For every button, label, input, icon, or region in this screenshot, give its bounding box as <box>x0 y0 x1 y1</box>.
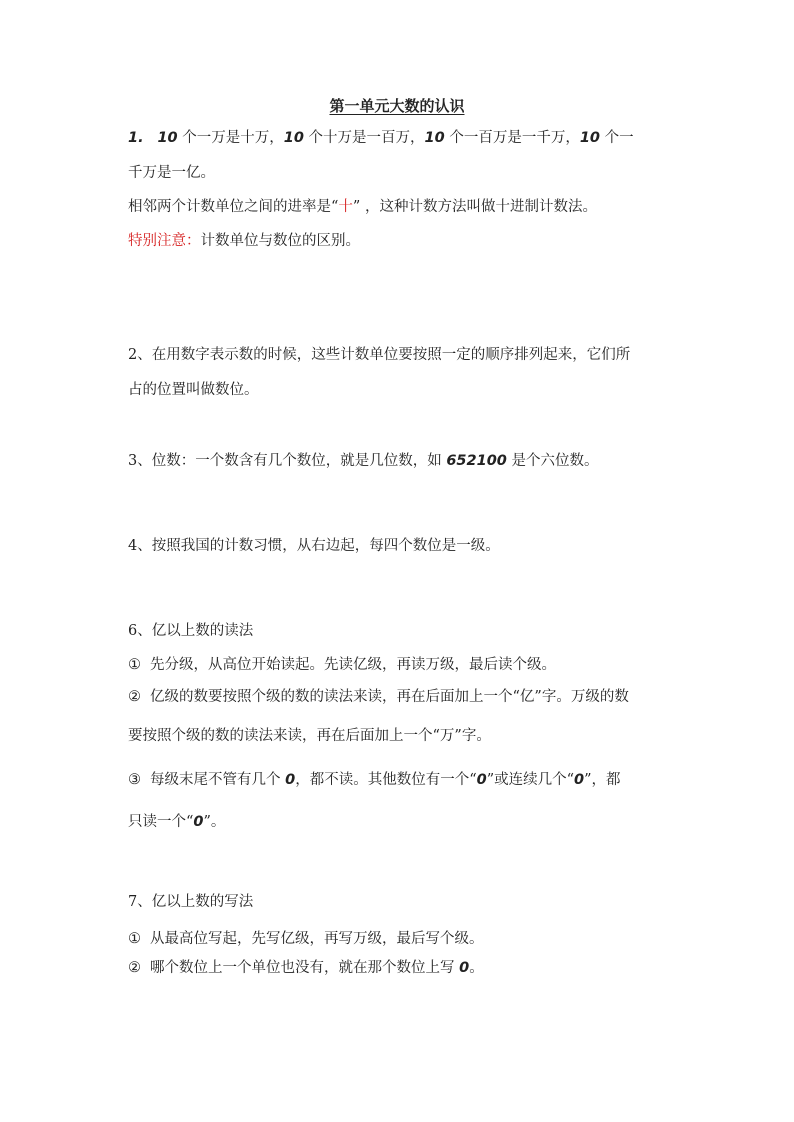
page-title-text: 第一单元大数的认识 <box>329 97 465 115</box>
section-7-item-1 <box>128 929 484 949</box>
section-1-line-1 <box>128 128 634 148</box>
item-text: 亿级的数要按照个级的数的读法来读，再在后面加上一个“亿”字。万级的数 <box>150 689 629 705</box>
item-marker: ② <box>128 960 141 976</box>
number-text: 10 <box>579 130 601 146</box>
section-6-item-2-line-1 <box>128 687 629 707</box>
section-4-line: 4、按照我国的计数习惯，从右边起，每四个数位是一级。 <box>128 538 500 554</box>
body-text: 个一万是十万， <box>182 130 284 146</box>
body-text: ”或连续几个“ <box>486 772 575 788</box>
section-6-item-3-line-2 <box>128 812 225 832</box>
section-3-line <box>128 451 599 471</box>
body-text: 3、位数：一个数含有几个数位，就是几位数，如 <box>128 453 442 469</box>
body-text: 是个六位数。 <box>511 453 599 469</box>
special-note-text: 计数单位与数位的区别。 <box>200 233 360 249</box>
section-number: 1. <box>128 130 144 146</box>
body-text: ”，都 <box>584 772 621 788</box>
section-1-line-2: 千万是一亿。 <box>128 165 215 181</box>
section-6-item-2-line-2: 要按照个级的数的读法来读，再在后面加上一个“万”字。 <box>128 728 491 744</box>
item-marker: ② <box>128 689 141 705</box>
section-2-line-1: 2、在用数字表示数的时候，这些计数单位要按照一定的顺序排列起来，它们所 <box>128 347 631 363</box>
section-2-line-2: 占的位置叫做数位。 <box>128 382 259 398</box>
section-7-item-2 <box>128 958 484 978</box>
number-text: 0 <box>476 772 487 788</box>
section-1-line-4 <box>128 231 360 251</box>
section-6-item-3-line-1 <box>128 770 621 790</box>
number-text: 10 <box>283 130 304 146</box>
body-text: ” ，这种计数方法叫做十进制计数法。 <box>352 199 597 215</box>
item-marker: ① <box>128 931 141 947</box>
number-text: 652100 <box>446 453 507 469</box>
number-text: 10 <box>424 130 445 146</box>
item-text: 先分级，从高位开始读起。先读亿级，再读万级，最后读个级。 <box>150 657 556 673</box>
item-text: 从最高位写起，先写亿级，再写万级，最后写个级。 <box>150 931 484 947</box>
number-text: 0 <box>459 960 470 976</box>
body-text: 只读一个“ <box>128 814 194 830</box>
body-text: ”。 <box>203 814 226 830</box>
item-marker: ③ <box>128 772 141 788</box>
number-text: 0 <box>574 772 585 788</box>
body-text: 个一 <box>604 130 634 146</box>
body-text: 。 <box>469 960 484 976</box>
body-text: ，都不读。其他数位有一个“ <box>295 772 477 788</box>
body-text: 相邻两个计数单位之间的进率是“ <box>128 199 339 215</box>
number-text: 0 <box>193 814 204 830</box>
body-text: 个十万是一百万， <box>308 130 425 146</box>
item-marker: ① <box>128 657 141 673</box>
number-text: 0 <box>285 772 296 788</box>
number-text: 10 <box>157 130 178 146</box>
body-text: 个一百万是一千万， <box>449 130 580 146</box>
section-6-heading: 6、亿以上数的读法 <box>128 623 254 639</box>
special-note-label: 特别注意： <box>128 233 201 249</box>
body-text: 哪个数位上一个单位也没有，就在那个数位上写 <box>150 960 455 976</box>
body-text: 每级末尾不管有几个 <box>150 772 281 788</box>
section-6-item-1 <box>128 655 556 675</box>
section-1-line-3 <box>128 197 597 217</box>
section-7-heading: 7、亿以上数的写法 <box>128 894 254 910</box>
emphasis-text: 十 <box>338 199 353 215</box>
page-title <box>0 96 794 116</box>
